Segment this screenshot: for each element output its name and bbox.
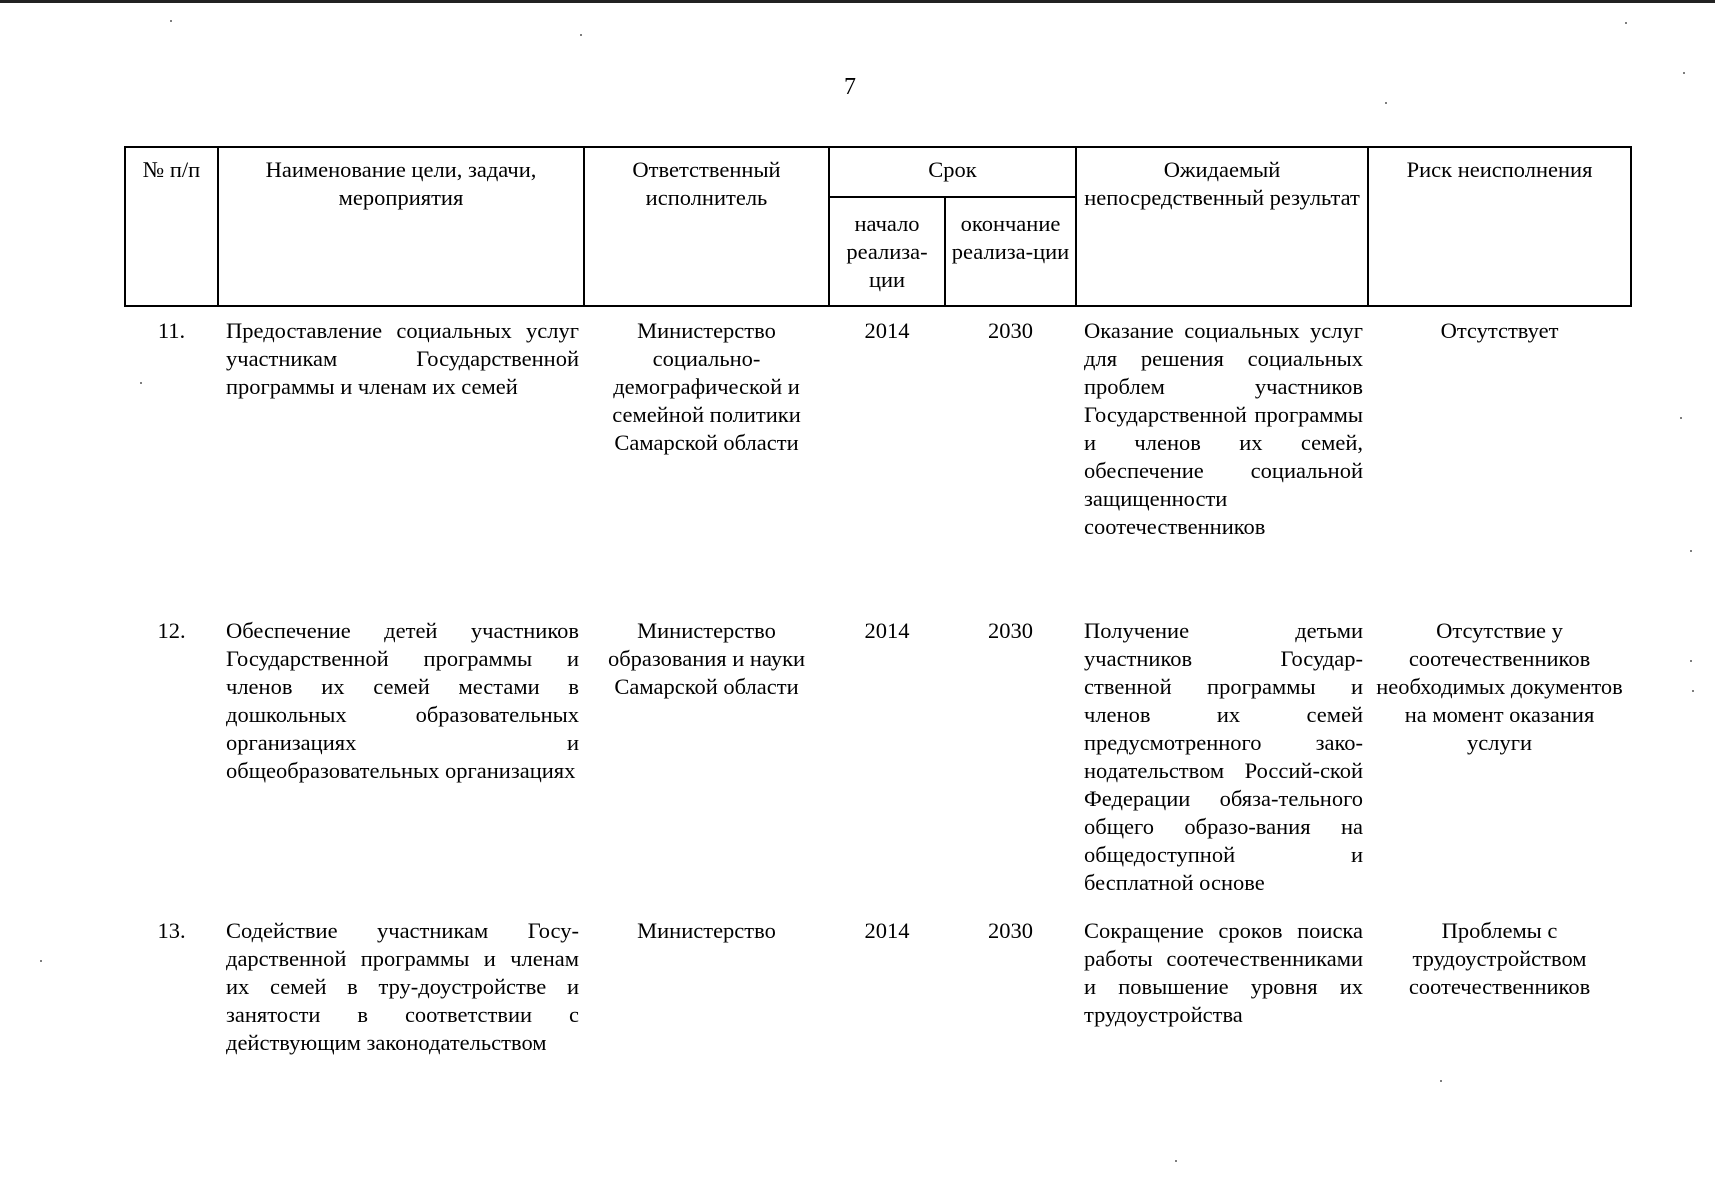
table-row: [125, 907, 1631, 1107]
responsible-executor: Министерство образования и науки Самарской области: [607, 618, 806, 699]
scan-speck: [580, 34, 582, 36]
end-year: 2030: [988, 318, 1033, 343]
expected-result: Получение детьми участников Государ-ственной программы и членов их семей предусмотренного зако-нодательством Россий-ской Федерации обяза-тельного общего образо-вания на общедоступной и бесплатной основе: [1084, 618, 1364, 895]
scan-speck: [1690, 660, 1692, 662]
scan-speck: [1690, 550, 1692, 552]
scan-speck: [1680, 417, 1682, 419]
scan-speck: [1440, 1080, 1442, 1082]
scan-speck: [1683, 72, 1685, 74]
measure-name: Содействие участникам Госу-дарственной программы и членам их семей в тру-доустройстве и занятости в соответствии с действующим законодательством: [226, 918, 579, 1055]
expected-result: Сокращение сроков поиска работы соотечественниками и повышение уровня их трудоустройства: [1084, 918, 1364, 1027]
header-num: № п/п: [125, 147, 218, 306]
scan-speck: [1175, 1160, 1177, 1162]
scan-speck: [40, 960, 42, 962]
row-number: 13.: [157, 918, 186, 943]
header-term: Срок: [829, 147, 1076, 197]
measure-name: Обеспечение детей участников Государственной программы и членов их семей местами в дошкольных образовательных организациях и общеобразовательных организациях: [226, 618, 579, 783]
end-year: 2030: [988, 918, 1033, 943]
table-header-row: [125, 147, 1631, 197]
scan-speck: [1625, 22, 1627, 24]
header-result: Ожидаемый непосредственный результат: [1076, 147, 1368, 306]
header-executor: Ответственный исполнитель: [584, 147, 829, 306]
responsible-executor: Министерство: [637, 918, 776, 943]
start-year: 2014: [864, 618, 910, 643]
risk: Проблемы с трудоустройством соотечественников: [1408, 918, 1591, 999]
row-number: 12.: [157, 618, 186, 643]
header-name: Наименование цели, задачи, мероприятия: [218, 147, 584, 306]
risk: Отсутствие у соотечественников необходимых документов на момент оказания услуги: [1376, 618, 1623, 755]
row-number: 11.: [157, 318, 186, 343]
scan-speck: [1692, 690, 1694, 692]
header-risk: Риск неисполнения: [1368, 147, 1631, 306]
start-year: 2014: [864, 918, 910, 943]
scan-speck: [1385, 102, 1387, 104]
scan-top-edge: [0, 0, 1715, 3]
risk: Отсутствует: [1440, 318, 1559, 343]
end-year: 2030: [988, 618, 1033, 643]
scan-speck: [140, 382, 142, 384]
measure-name: Предоставление социальных услуг участникам Государственной программы и членам их семей: [226, 318, 579, 399]
header-term-start: начало реализа-ции: [829, 197, 945, 306]
page-number: 7: [844, 74, 856, 100]
expected-result: Оказание социальных услуг для решения социальных проблем участников Государственной программы и членов их семей, обеспечение социальной защищенности соотечественников: [1084, 318, 1364, 539]
header-term-end: окончание реализа-ции: [945, 197, 1076, 306]
responsible-executor: Министерство социально-демографической и семейной политики Самарской области: [612, 318, 801, 455]
table-row: [125, 607, 1631, 907]
start-year: 2014: [864, 318, 910, 343]
scan-speck: [170, 20, 172, 22]
measures-table: [124, 146, 1632, 1107]
table-row: [125, 306, 1631, 607]
